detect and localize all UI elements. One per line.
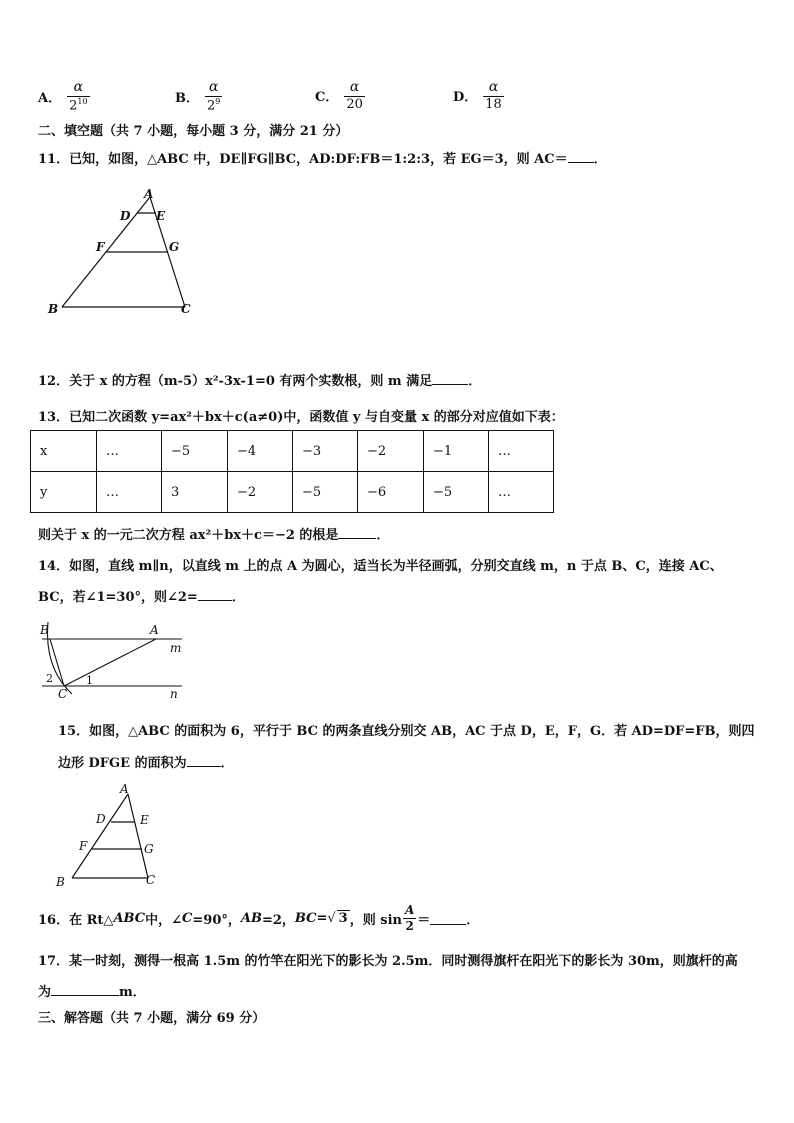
q11-stem: 11．已知，如图，△ABC 中，DE∥FG∥BC，AD:DF:FB＝1:2:3，若 EG＝3，则 AC＝	[38, 152, 568, 167]
table-cell: −3	[293, 431, 358, 472]
option-letter: C．	[315, 90, 339, 105]
q11-text	[38, 148, 607, 167]
option-fraction	[205, 80, 222, 112]
answer-blank[interactable]	[338, 526, 376, 539]
label-n: n	[170, 687, 178, 701]
q16-mid4: =	[316, 910, 328, 926]
q15-tail: ．	[220, 756, 234, 771]
q16-mid3: =2，	[261, 912, 295, 928]
sqrt-radicand: 3	[338, 911, 348, 926]
table-cell: −5	[424, 472, 489, 513]
label-b: B	[48, 302, 59, 316]
q13-after: 则关于 x 的一元二次方程 ax²＋bx＋c＝−2 的根是	[38, 528, 339, 543]
option-c[interactable]	[315, 80, 365, 111]
angle-1-label: 1	[86, 674, 93, 687]
q15-triangle-figure	[54, 782, 164, 890]
q16-text	[38, 904, 479, 932]
q13-question	[38, 524, 389, 543]
label-a: A	[144, 187, 154, 201]
q12-tail: ．	[468, 374, 482, 389]
label-b: B	[56, 875, 65, 889]
answer-blank[interactable]	[198, 588, 232, 601]
q11-triangle-figure	[40, 185, 210, 320]
table-cell: −5	[293, 472, 358, 513]
fraction-denominator: $2^{10}$	[69, 97, 88, 114]
answer-blank[interactable]	[51, 983, 119, 996]
label-g: G	[169, 240, 180, 254]
fraction-numerator: α	[349, 79, 360, 95]
q16-mid1: 中，∠	[145, 912, 183, 928]
label-c: C	[181, 302, 191, 316]
q16-ab: AB	[240, 910, 262, 926]
q14-line1: 14．如图，直线 m∥n，以直线 m 上的点 A 为圆心，适当长为半径画弧，分别交直线 m，n 于点 B、C，连接 AC、	[38, 559, 723, 574]
fraction-numerator: A	[404, 903, 415, 917]
q14-tail: ．	[231, 590, 245, 605]
q16-mid2: =90°，	[192, 912, 241, 928]
q16-pre: 16．在 Rt△	[38, 912, 114, 928]
q17-line2	[38, 981, 146, 1000]
option-fraction	[67, 80, 89, 112]
q14-figure	[36, 618, 186, 702]
option-d[interactable]	[453, 80, 504, 111]
q13-text: 13．已知二次函数 y=ax²＋bx＋c(a≠0)中，函数值 y 与自变量 x 的部分对应值如下表：	[38, 410, 564, 425]
q12-text	[38, 370, 481, 389]
answer-blank[interactable]	[568, 150, 594, 163]
table-cell: −2	[358, 431, 424, 472]
q16-abc: ABC	[113, 910, 146, 926]
fraction-numerator: α	[208, 79, 219, 95]
label-c: C	[146, 873, 156, 887]
q13-tail: ．	[376, 528, 390, 543]
section2-title: 二、填空题（共 7 小题，每小题 3 分，满分 21 分）	[38, 124, 349, 139]
table-row	[31, 472, 554, 513]
q16-mid6: ＝	[417, 912, 431, 928]
q12-stem: 12．关于 x 的方程（m-5）x²-3x-1=0 有两个实数根，则 m 满足	[38, 374, 433, 389]
fraction-numerator: α	[488, 79, 499, 95]
q16-c: C	[182, 910, 193, 926]
q14-line2	[38, 586, 245, 605]
fraction-denominator: 18	[485, 97, 502, 112]
option-a[interactable]	[38, 80, 90, 112]
table-cell: …	[489, 431, 554, 472]
table-cell: −2	[228, 472, 293, 513]
table-cell: …	[97, 472, 162, 513]
label-g: G	[144, 842, 154, 856]
segment-ac	[64, 639, 156, 686]
label-d: D	[96, 812, 106, 826]
side-ab	[72, 794, 128, 878]
table-cell: −4	[228, 431, 293, 472]
q15-line2	[58, 752, 234, 771]
table-cell: −1	[424, 431, 489, 472]
answer-blank[interactable]	[432, 372, 468, 385]
answer-blank[interactable]	[430, 912, 466, 925]
q17-tail: m．	[119, 985, 146, 1000]
label-f: F	[79, 839, 88, 853]
angle-2-label: 2	[46, 672, 53, 685]
q11-tail: ．	[593, 152, 607, 167]
answer-blank[interactable]	[187, 754, 221, 767]
option-letter: D．	[453, 90, 478, 105]
table-row	[31, 431, 554, 472]
label-e: E	[156, 209, 166, 223]
option-letter: B．	[175, 90, 199, 106]
table-cell: 3	[162, 472, 228, 513]
fraction-denominator: 20	[346, 97, 363, 112]
q15-line1: 15．如图，△ABC 的面积为 6，平行于 BC 的两条直线分别交 AB，AC 于点 D，E，F，G．若 AD=DF=FB，则四	[58, 724, 755, 739]
table-cell: x	[31, 431, 97, 472]
label-a: A	[120, 782, 129, 796]
fraction-denominator: 2	[405, 919, 414, 933]
half-angle-fraction	[403, 904, 416, 932]
sqrt-symbol: √	[327, 910, 336, 926]
q17-pre: 为	[38, 985, 52, 1000]
q16-mid5: ，则 sin	[349, 912, 402, 928]
q15-stem: 边形 DFGE 的面积为	[58, 756, 187, 771]
label-c: C	[58, 687, 68, 701]
fraction-denominator: $2^9$	[207, 97, 221, 114]
side-ac	[128, 794, 148, 878]
label-f: F	[96, 240, 105, 254]
table-cell: −5	[162, 431, 228, 472]
q14-stem: BC，若∠1=30°，则∠2=	[38, 590, 198, 605]
q16-bc: BC	[294, 910, 317, 926]
section3-title: 三、解答题（共 7 小题，满分 69 分）	[38, 1011, 266, 1026]
option-letter: A．	[38, 90, 62, 106]
table-cell: …	[489, 472, 554, 513]
label-d: D	[120, 209, 131, 223]
q13-value-table	[30, 430, 554, 513]
label-b: B	[40, 623, 49, 637]
q16-tail: ．	[466, 912, 480, 928]
fraction-numerator: α	[73, 79, 84, 95]
label-e: E	[140, 813, 149, 827]
q17-line1: 17．某一时刻，测得一根高 1.5m 的竹竿在阳光下的影长为 2.5m．同时测得旗杆在阳光下的影长为 30m，则旗杆的高	[38, 954, 738, 969]
table-cell: …	[97, 431, 162, 472]
option-fraction	[344, 80, 365, 111]
option-b[interactable]	[175, 80, 222, 112]
label-a: A	[150, 623, 159, 637]
table-cell: −6	[358, 472, 424, 513]
option-fraction	[483, 80, 504, 111]
label-m: m	[170, 641, 182, 655]
table-cell: y	[31, 472, 97, 513]
